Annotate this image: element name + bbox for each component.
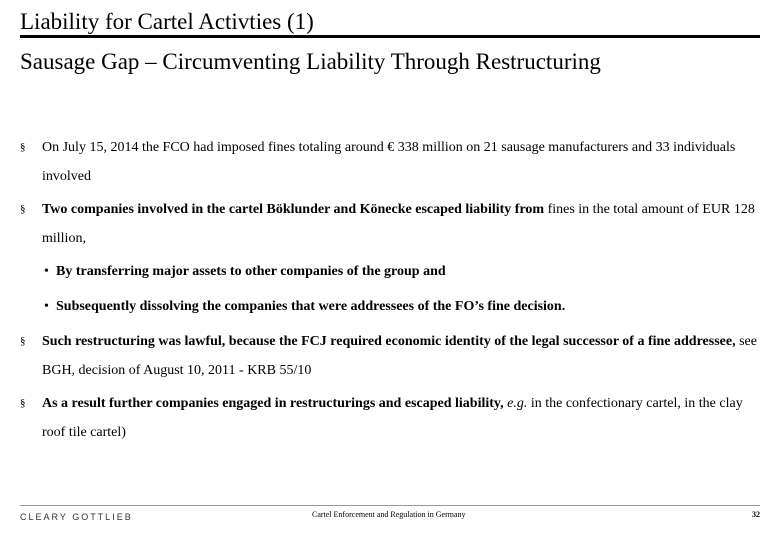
sub-bullet-item xyxy=(20,257,765,286)
title-divider xyxy=(20,35,760,38)
section-mark-icon: § xyxy=(20,203,26,215)
bullet-text: in the confectionary cartel, in the clay roof tile cartel) xyxy=(42,396,743,440)
section-mark-icon: § xyxy=(20,335,26,347)
slide-subtitle: Sausage Gap – Circumventing Liability Through Restructuring xyxy=(20,49,601,74)
bullet-dot-icon: • xyxy=(44,264,49,279)
footer-caption: Cartel Enforcement and Regulation in Germany xyxy=(312,510,466,519)
bullet-text: fines in the total amount of EUR 128 million, xyxy=(42,202,755,246)
bullet-item xyxy=(20,133,765,191)
section-mark-icon: § xyxy=(20,141,26,153)
bullet-text: see BGH, decision of August 10, 2011 - KRB 55/10 xyxy=(42,334,757,378)
slide-body xyxy=(20,133,765,451)
page-number: 32 xyxy=(752,510,760,519)
slide-title: Liability for Cartel Activties (1) xyxy=(20,9,314,34)
bullet-text: On July 15, 2014 the FCO had imposed fines totaling around € 338 million on 21 sausage manufacturers and 33 individuals involved xyxy=(42,140,736,184)
section-mark-icon: § xyxy=(20,397,26,409)
bullet-item xyxy=(20,327,765,385)
bullet-bold-text: Such restructuring was lawful, because the FCJ required economic identity of the legal successor of a fine addressee, xyxy=(42,334,736,349)
footer-divider xyxy=(20,505,760,506)
bullet-item xyxy=(20,195,765,253)
bullet-item xyxy=(20,389,765,447)
sub-bullet-text: Subsequently dissolving the companies that were addressees of the FO’s fine decision. xyxy=(56,299,566,314)
sub-bullet-item xyxy=(20,292,765,321)
title-bar xyxy=(20,8,760,36)
bullet-bold-text: As a result further companies engaged in restructurings and escaped liability, xyxy=(42,396,504,411)
bullet-dot-icon: • xyxy=(44,299,49,314)
cleary-gottlieb-logo: CLEARY GOTTLIEB xyxy=(20,512,133,522)
bullet-bold-text: Two companies involved in the cartel Böklunder and Könecke escaped liability from xyxy=(42,202,545,217)
sub-bullet-text: By transferring major assets to other companies of the group and xyxy=(56,264,446,279)
bullet-italic-text: e.g. xyxy=(503,396,528,411)
